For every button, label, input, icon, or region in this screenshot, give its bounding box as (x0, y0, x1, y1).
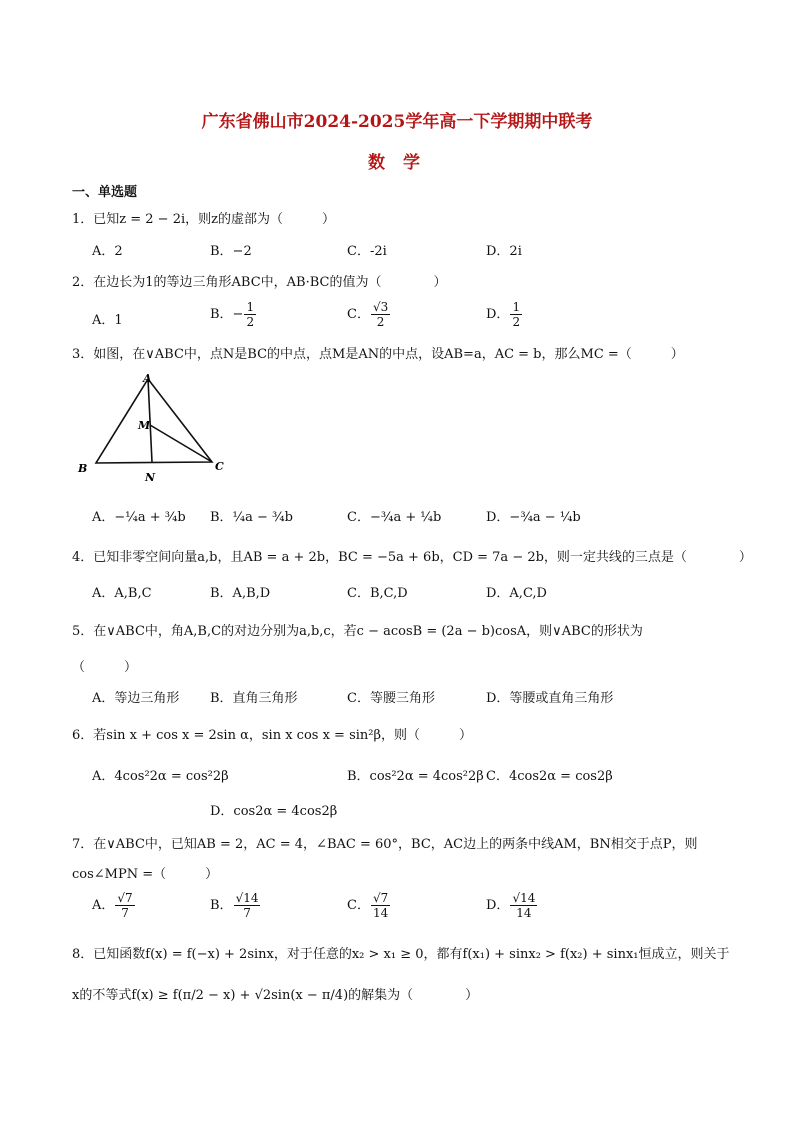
q6-option-d: D．cos2α = 4cos2β (210, 804, 338, 819)
q3-option-d: D．−¾a − ¼b (486, 510, 581, 525)
q2-option-a: A．1 (92, 313, 123, 328)
subject-heading: 数 学 (368, 153, 426, 173)
q2-option-c-fraction (371, 300, 390, 329)
label-m: M (138, 419, 151, 432)
q7-c-den: 14 (372, 906, 389, 920)
q2-b-den: 2 (246, 315, 255, 329)
q4-option-d: D．A,C,D (486, 586, 547, 601)
question-7-stem-cont: cos∠MPN =（ ） (72, 867, 219, 882)
q7-option-b (210, 891, 261, 920)
q2-option-c (347, 300, 391, 329)
q2-option-c-prefix: C． (347, 307, 370, 322)
q2-option-d-prefix: D． (486, 307, 510, 322)
section-heading: 一、单选题 (72, 185, 138, 200)
q6-option-a: A．4cos²2α = cos²2β (92, 769, 229, 784)
question-2-stem: 2．在边长为1的等边三角形ABC中，AB·BC的值为（ ） (72, 275, 447, 290)
question-6-stem: 6．若sin x + cos x = 2sin α，sin x cos x = sin²β，则（ ） (72, 728, 473, 743)
q2-option-b-prefix: B．− (210, 307, 244, 322)
q7-option-c-fraction (371, 891, 390, 920)
triangle-abc (96, 379, 212, 463)
q1-option-a: A．2 (92, 244, 123, 259)
label-c: C (215, 460, 224, 473)
q5-option-a: A．等边三角形 (92, 691, 180, 706)
question-1-stem: 1．已知z = 2 − 2i，则z的虚部为（ ） (72, 212, 335, 227)
label-b: B (78, 462, 88, 475)
q7-option-b-prefix: B． (210, 898, 233, 913)
q2-c-den: 2 (376, 315, 385, 329)
q7-option-b-fraction (234, 891, 261, 920)
q1-option-c: C．-2i (347, 244, 387, 259)
q5-option-d: D．等腰或直角三角形 (486, 691, 614, 706)
q7-b-den: 7 (243, 906, 251, 920)
q7-a-num: √7 (117, 891, 133, 905)
q4-option-b: B．A,B,D (210, 586, 271, 601)
triangle-figure (72, 370, 232, 485)
q6-option-b: B．cos²2α = 4cos²2β (347, 769, 484, 784)
question-4-stem: 4．已知非零空间向量a,b，且AB = a + 2b，BC = −5a + 6b，CD = 7a − 2b，则一定共线的三点是（ ） (72, 550, 752, 565)
q4-option-a: A．A,B,C (92, 586, 152, 601)
question-8-stem: 8．已知函数f(x) = f(−x) + 2sinx，对于任意的x₂ > x₁ ≥ 0，都有f(x₁) + sinx₂ > f(x₂) + sinx₁恒成立，则关于 (72, 947, 730, 962)
q2-b-num: 1 (246, 300, 255, 314)
q2-d-den: 2 (512, 315, 521, 329)
q3-option-c: C．−¾a + ¼b (347, 510, 442, 525)
q2-option-b-fraction (244, 300, 256, 329)
q3-option-b: B．¼a − ¾b (210, 510, 293, 525)
q7-option-c-prefix: C． (347, 898, 370, 913)
q7-option-a-prefix: A． (92, 898, 115, 913)
q7-d-den: 14 (516, 906, 532, 920)
document-title: 广东省佛山市2024-2025学年高一下学期期中联考 (201, 112, 593, 132)
question-3-stem: 3．如图，在∨ABC中，点N是BC的中点，点M是AN的中点，设AB=a，AC = b，那么MC =（ ） (72, 347, 684, 362)
q2-option-d-fraction (510, 300, 522, 329)
label-n: N (145, 471, 156, 484)
q3-option-a: A．−¼a + ¾b (92, 510, 186, 525)
q1-option-b: B．−2 (210, 244, 252, 259)
question-7-stem: 7．在∨ABC中，已知AB = 2，AC = 4，∠BAC = 60°，BC，AC边上的两条中线AM，BN相交于点P，则 (72, 837, 698, 852)
q1-option-d: D．2i (486, 244, 522, 259)
question-5-stem-cont: （ ） (72, 660, 138, 675)
q7-d-num: √14 (512, 891, 536, 905)
q7-a-den: 7 (121, 906, 129, 920)
q7-option-d-prefix: D． (486, 898, 510, 913)
q5-option-b: B．直角三角形 (210, 691, 298, 706)
q7-option-a (92, 891, 136, 920)
q2-option-b (210, 300, 257, 329)
question-5-stem: 5．在∨ABC中，角A,B,C的对边分别为a,b,c，若c − acosB = (2a − b)cosA，则∨ABC的形状为 (72, 624, 643, 639)
q7-option-c (347, 891, 391, 920)
q7-b-num: √14 (235, 891, 259, 905)
q4-option-c: C．B,C,D (347, 586, 408, 601)
q7-option-a-fraction (115, 891, 134, 920)
label-a: A (143, 372, 152, 385)
q2-d-num: 1 (512, 300, 521, 314)
segment-mc (150, 425, 212, 462)
question-8-stem-cont: x的不等式f(x) ≥ f(π/2 − x) + √2sin(x − π/4)的解集为（ ） (72, 988, 479, 1003)
q2-option-d (486, 300, 523, 329)
q6-option-c: C．4cos2α = cos2β (486, 769, 613, 784)
q7-option-d-fraction (510, 891, 537, 920)
q7-option-d (486, 891, 538, 920)
q5-option-c: C．等腰三角形 (347, 691, 435, 706)
q7-c-num: √7 (372, 891, 389, 905)
q2-c-num: √3 (372, 300, 389, 314)
